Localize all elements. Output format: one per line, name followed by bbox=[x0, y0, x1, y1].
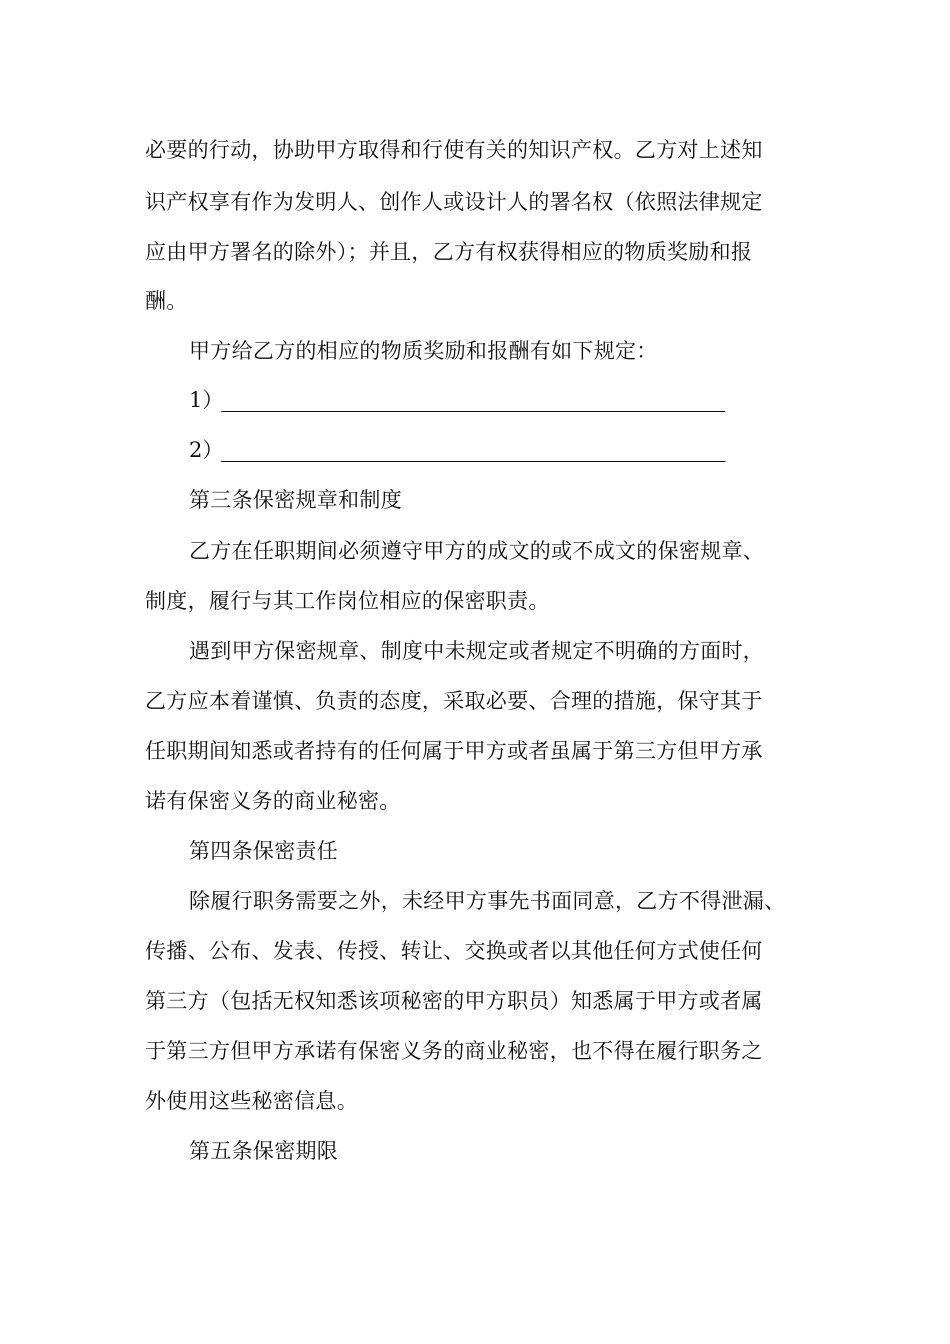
paragraph-line: 必要的行动，协助甲方取得和行使有关的知识产权。乙方对上述知 bbox=[145, 138, 763, 162]
paragraph-line: 乙方在任职期间必须遵守甲方的成文的或不成文的保密规章、 bbox=[189, 539, 765, 563]
fill-in-blank[interactable] bbox=[221, 461, 725, 462]
list-item bbox=[189, 435, 223, 465]
paragraph-line: 除履行职务需要之外，未经甲方事先书面同意，乙方不得泄漏、 bbox=[189, 889, 786, 913]
list-item-label: 1） bbox=[189, 388, 224, 412]
section-heading: 第四条保密责任 bbox=[189, 839, 339, 863]
paragraph-line: 乙方应本着谨慎、负责的态度，采取必要、合理的措施，保守其于 bbox=[145, 689, 763, 713]
paragraph-line: 制度，履行与其工作岗位相应的保密职责。 bbox=[145, 589, 550, 613]
paragraph-line: 传播、公布、发表、传授、转让、交换或者以其他任何方式使任何 bbox=[145, 939, 763, 963]
paragraph-line: 识产权享有作为发明人、创作人或设计人的署名权（依照法律规定 bbox=[145, 190, 763, 214]
list-item-label: 2） bbox=[189, 438, 224, 462]
fill-in-blank[interactable] bbox=[221, 411, 725, 412]
list-item bbox=[189, 385, 223, 415]
paragraph-line: 外使用这些秘密信息。 bbox=[145, 1089, 358, 1113]
section-heading: 第五条保密期限 bbox=[189, 1139, 339, 1163]
section-heading: 第三条保密规章和制度 bbox=[189, 488, 402, 512]
paragraph-line: 第三方（包括无权知悉该项秘密的甲方职员）知悉属于甲方或者属 bbox=[145, 989, 763, 1013]
paragraph-line: 酬。 bbox=[145, 289, 188, 313]
paragraph-line: 遇到甲方保密规章、制度中未规定或者规定不明确的方面时， bbox=[189, 639, 765, 663]
paragraph-line: 诺有保密义务的商业秘密。 bbox=[145, 789, 401, 813]
paragraph-line: 任职期间知悉或者持有的任何属于甲方或者虽属于第三方但甲方承 bbox=[145, 739, 763, 763]
paragraph-line: 甲方给乙方的相应的物质奖励和报酬有如下规定： bbox=[189, 339, 658, 363]
paragraph-line: 应由甲方署名的除外）；并且，乙方有权获得相应的物质奖励和报 bbox=[145, 240, 753, 264]
paragraph-line: 于第三方但甲方承诺有保密义务的商业秘密，也不得在履行职务之 bbox=[145, 1039, 763, 1063]
